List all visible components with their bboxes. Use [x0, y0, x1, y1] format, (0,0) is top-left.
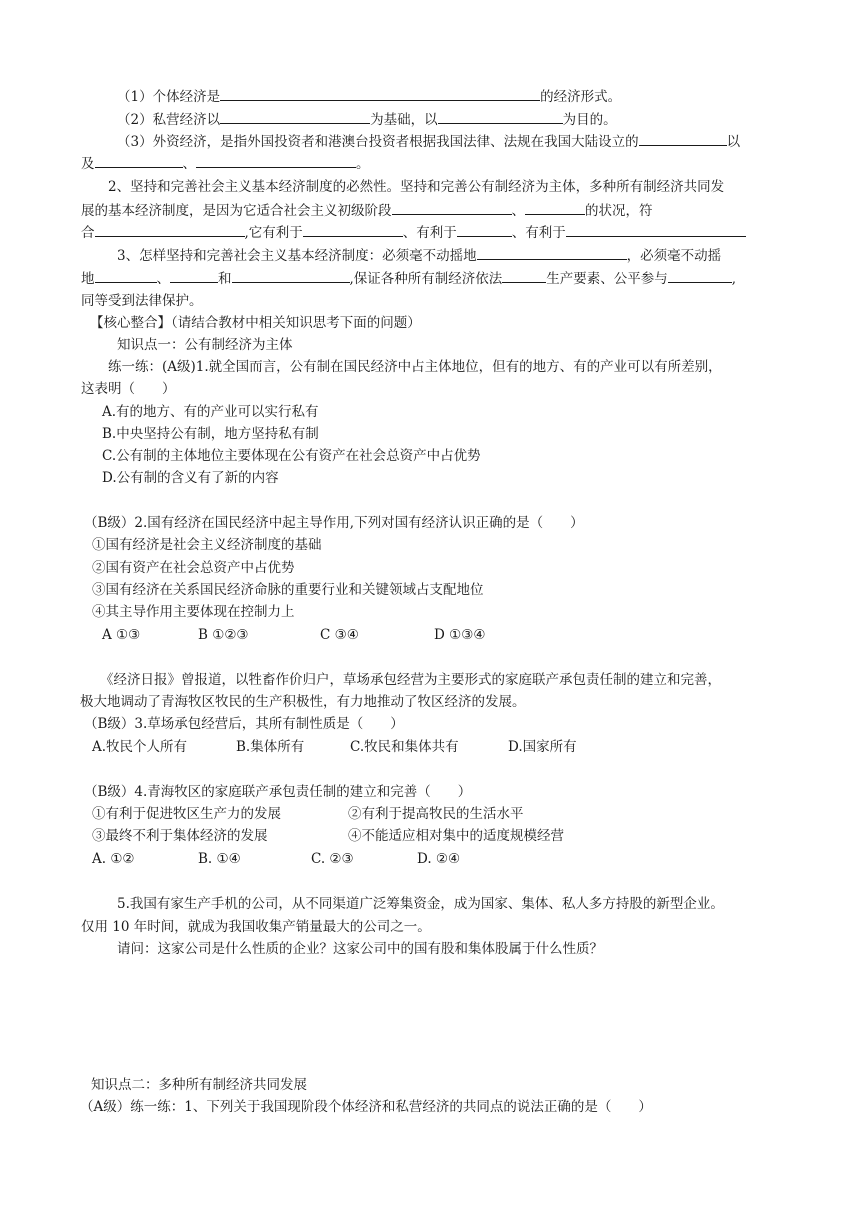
answer-blank[interactable] — [170, 267, 218, 283]
fill-line-7: 合 ,它有利于 、有利于 、有利于 — [81, 221, 746, 244]
question-4-stem: （B级）4.青海牧区的家庭联产承包责任制的建立和完善（ ） — [84, 784, 472, 800]
fill-line-2: （2）私营经济以 为基础，以 为目的。 — [117, 108, 617, 131]
q2-option-b[interactable]: B ①②③ — [198, 627, 249, 643]
q2-option-a[interactable]: A ①③ — [102, 627, 141, 643]
q4-options — [92, 848, 460, 870]
q2-item-4: ④其主导作用主要体现在控制力上 — [92, 604, 295, 620]
fill-line-6: 展的基本经济制度，是因为它适合社会主义初级阶段 、 的状况，符 — [81, 199, 653, 222]
q4-item-1: ①有利于促进牧区生产力的发展 — [92, 806, 281, 822]
q4-items-row-1 — [92, 803, 524, 825]
fill-line-3: （3）外资经济，是指外国投资者和港澳台投资者根据我国法律、法规在我国大陆设立的 以 — [117, 130, 740, 153]
knowledge-point-1: 知识点一：公有制经济为主体 — [117, 337, 293, 353]
q4-item-4: ④不能适应相对集中的适度规模经营 — [348, 828, 564, 844]
q1-option-a[interactable]: A.有的地方、有的产业可以实行私有 — [102, 404, 319, 420]
fill-line-10: 同等受到法律保护。 — [81, 293, 203, 309]
answer-blank[interactable] — [232, 267, 350, 283]
question-5-line-2: 仅用 10 年时间，就成为我国收集产销量最大的公司之一。 — [81, 919, 431, 935]
answer-blank[interactable] — [502, 267, 546, 283]
knowledge-point-2: 知识点二：多种所有制经济共同发展 — [91, 1077, 307, 1093]
q1-option-b[interactable]: B.中央坚持公有制，地方坚持私有制 — [102, 426, 319, 442]
fill-line-8: 3、怎样坚持和完善社会主义基本经济制度：必须毫不动摇地 ，必须毫不动摇 — [117, 244, 721, 267]
q4-option-c[interactable]: C. ②③ — [311, 851, 354, 867]
material-paragraph-2: 极大地调动了青海牧区牧民的生产积极性，有力地推动了牧区经济的发展。 — [80, 694, 526, 710]
question-5-line-1: 5.我国有家生产手机的公司，从不同渠道广泛筹集资金，成为国家、集体、私人多方持股的新型企业。 — [117, 896, 724, 912]
q3-options — [92, 736, 577, 758]
question-1-stem-cont: 这表明（ ） — [81, 381, 176, 397]
fill-line-9: 地 、 和 ,保证各种所有制经济依法 生产要素、公平参与 , — [81, 267, 736, 290]
q1-option-c[interactable]: C.公有制的主体地位主要体现在公有资产在社会总资产中占优势 — [102, 448, 481, 464]
q4-item-2: ②有利于提高牧民的生活水平 — [348, 806, 524, 822]
q3-option-c[interactable]: C.牧民和集体共有 — [350, 739, 459, 755]
fill-line-4: 及 、 。 — [81, 152, 370, 175]
q3-option-a[interactable]: A.牧民个人所有 — [92, 739, 188, 755]
answer-blank[interactable] — [196, 152, 356, 168]
q3-option-b[interactable]: B.集体所有 — [236, 739, 305, 755]
answer-blank[interactable] — [95, 221, 245, 237]
material-paragraph-1: 《经济日报》曾报道，以牲畜作价归户，草场承包经营为主要形式的家庭联产承包责任制的建立和完善， — [100, 672, 721, 688]
answer-blank[interactable] — [95, 152, 183, 168]
answer-blank[interactable] — [457, 221, 512, 237]
answer-blank[interactable] — [220, 85, 540, 101]
fill-line-1: （1）个体经济是 的经济形式。 — [117, 85, 621, 108]
q2-option-c[interactable]: C ③④ — [320, 627, 359, 643]
answer-blank[interactable] — [95, 267, 157, 283]
answer-blank[interactable] — [477, 244, 627, 260]
q2-options — [102, 624, 485, 646]
answer-blank[interactable] — [392, 199, 512, 215]
q4-items-row-2 — [92, 825, 564, 847]
answer-blank[interactable] — [639, 130, 727, 146]
question-2-stem: （B级）2.国有经济在国民经济中起主导作用,下列对国有经济认识正确的是（ ） — [84, 515, 584, 531]
question-5-prompt: 请问：这家公司是什么性质的企业？这家公司中的国有股和集体股属于什么性质？ — [117, 941, 603, 957]
q4-option-a[interactable]: A. ①② — [92, 851, 135, 867]
q3-option-d[interactable]: D.国家所有 — [508, 739, 577, 755]
answer-blank[interactable] — [438, 108, 563, 124]
q4-option-d[interactable]: D. ②④ — [417, 851, 461, 867]
section-title: 【核心整合】（请结合教材中相关知识思考下面的问题） — [90, 315, 421, 331]
q2-item-3: ③国有经济在关系国民经济命脉的重要行业和关键领域占支配地位 — [92, 582, 484, 598]
q4-option-b[interactable]: B. ①④ — [198, 851, 241, 867]
answer-blank[interactable] — [525, 199, 585, 215]
question-1-stem: 练一练：(A级)1.就全国而言，公有制在国民经济中占主体地位，但有的地方、有的产业可以有所差别， — [108, 359, 722, 375]
question-3-stem: （B级）3.草场承包经营后，其所有制性质是（ ） — [84, 716, 404, 732]
q2-item-1: ①国有经济是社会主义经济制度的基础 — [92, 537, 322, 553]
answer-blank[interactable] — [303, 221, 403, 237]
q2-item-2: ②国有资产在社会总资产中占优势 — [92, 560, 295, 576]
answer-blank[interactable] — [566, 221, 746, 237]
answer-blank[interactable] — [220, 108, 370, 124]
fill-line-5: 2、坚持和完善社会主义基本经济制度的必然性。坚持和完善公有制经济为主体，多种所有制经济共同发 — [108, 179, 725, 195]
answer-blank[interactable] — [668, 267, 732, 283]
q4-item-3: ③最终不利于集体经济的发展 — [92, 828, 268, 844]
question-6-stem: （A级）练一练：1、下列关于我国现阶段个体经济和私营经济的共同点的说法正确的是（ ） — [80, 1099, 652, 1115]
q2-option-d[interactable]: D ①③④ — [434, 627, 486, 643]
q1-option-d[interactable]: D.公有制的含义有了新的内容 — [102, 470, 279, 486]
